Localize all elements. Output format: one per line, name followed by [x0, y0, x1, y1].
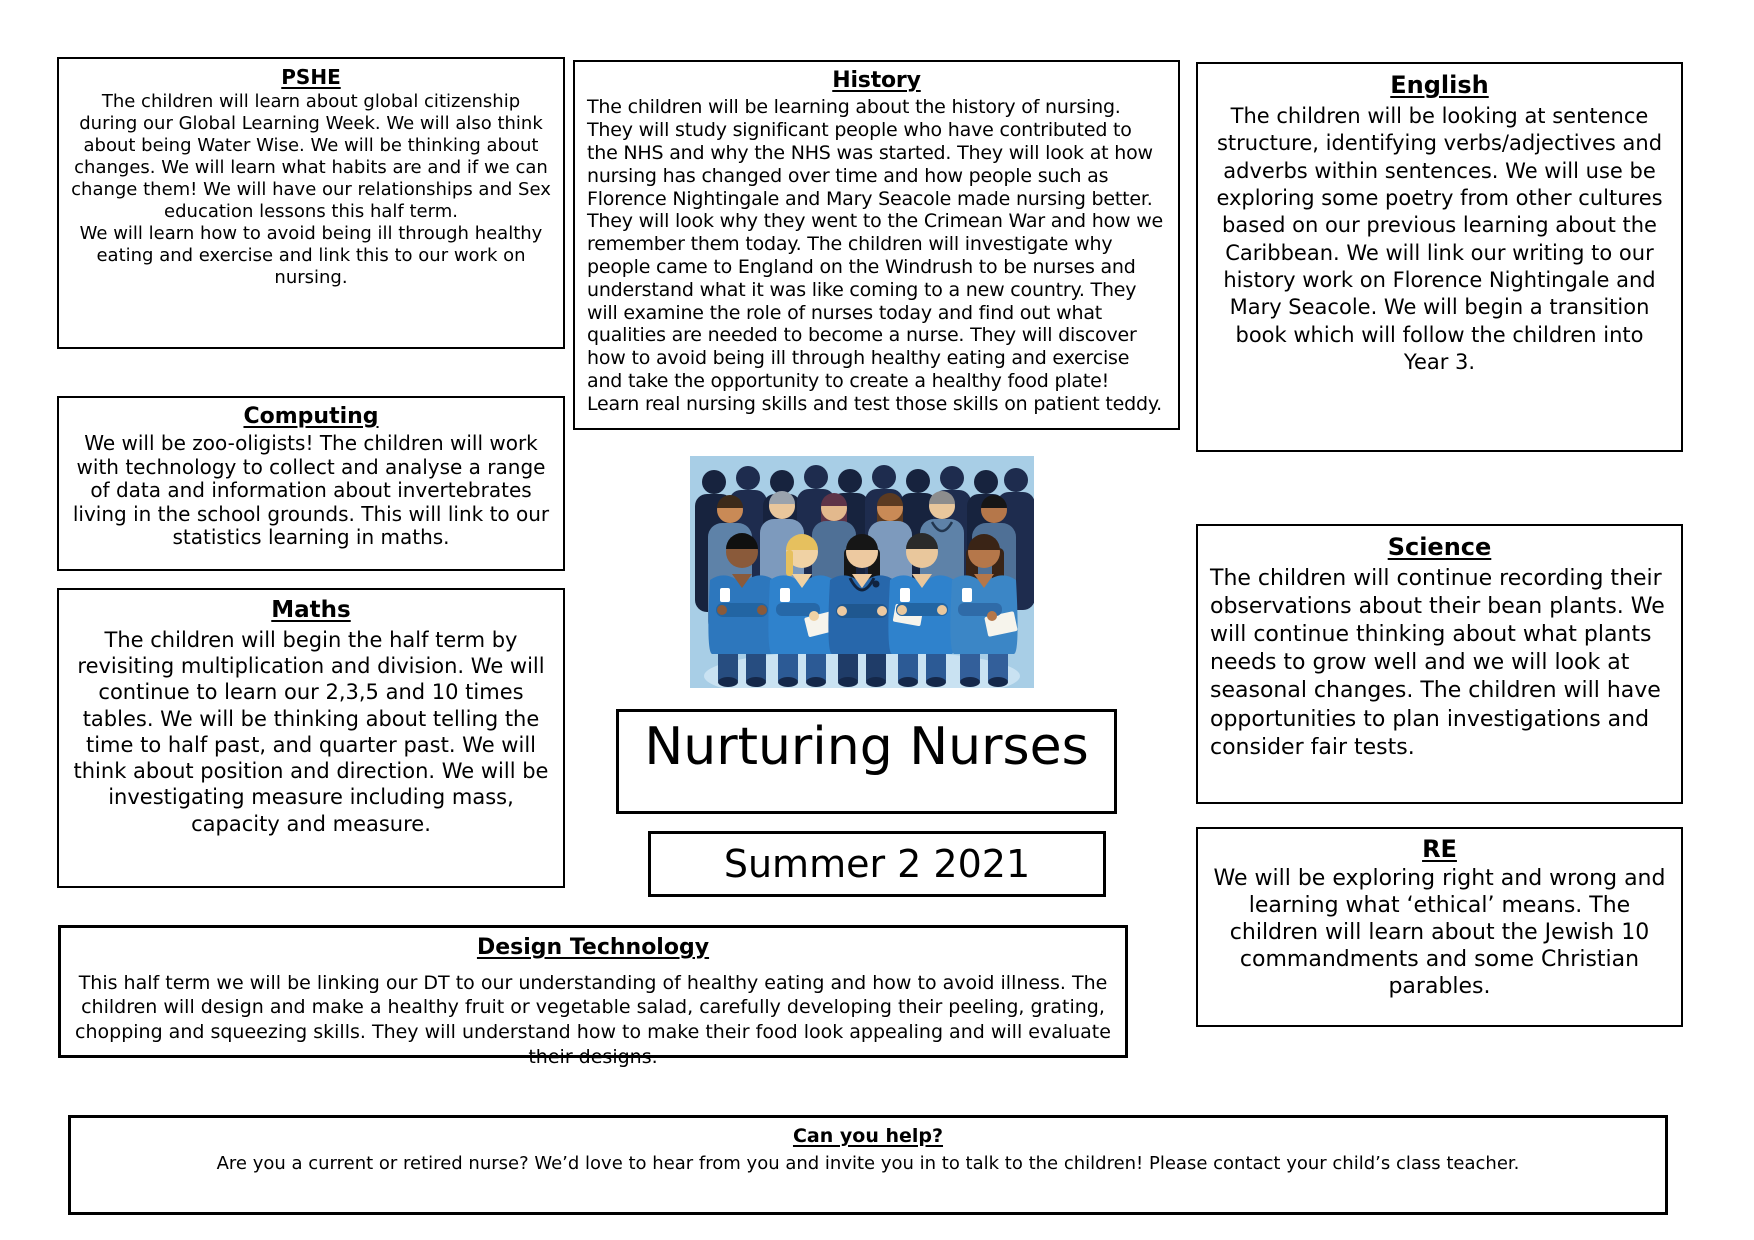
history-box — [573, 60, 1180, 430]
pshe-title: PSHE — [281, 65, 341, 89]
maths-title: Maths — [271, 597, 351, 623]
can-you-help-box — [68, 1115, 1668, 1215]
english-box — [1196, 62, 1683, 452]
re-box — [1196, 827, 1683, 1027]
history-body: The children will be learning about the history of nursing. They will study significant people who have contributed to the NHS and why the NHS was started. They will look at how nursing has changed over time and how people such as Florence Nightingale and Mary Seacole made nursing better. They will look why they went to the Crimean War and how we remember them today. The children will investigate why people came to England on the Windrush to be nurses and understand what it was like coming to a new country. They will examine the role of nurses today and find out what qualities are needed to become a nurse. They will discover how to avoid being ill through healthy eating and exercise and take the opportunity to create a healthy food plate! Learn real nursing skills and test those skills on patient teddy. — [587, 96, 1164, 415]
term-card — [648, 831, 1106, 897]
pshe-body-2: We will learn how to avoid being ill through healthy eating and exercise and link this to our work on nursing. — [79, 223, 543, 289]
can-you-help-title: Can you help? — [792, 1125, 944, 1147]
computing-title: Computing — [243, 404, 379, 429]
maths-body: The children will begin the half term by revisiting multiplication and division. We will continue to learn our 2,3,5 and 10 times tables. We will be thinking about telling the time to half past, and quarter past. We will think about position and direction. We will be investigating measure including mass, capacity and measure. — [73, 627, 549, 836]
topic-title: Nurturing Nurses — [644, 717, 1089, 777]
english-title: English — [1390, 71, 1489, 99]
re-body: We will be exploring right and wrong and learning what ‘ethical’ means. The children will learn about the Jewish 10 commandments and some Christian parables. — [1213, 866, 1666, 999]
design-technology-body: This half term we will be linking our DT to our understanding of healthy eating and how to avoid illness. The children will design and make a healthy fruit or vegetable salad, carefully developing their peeling, grating, chopping and squeezing skills. They will understand how to make their food look appealing and will evaluate their designs. — [75, 971, 1111, 1068]
pshe-box — [57, 57, 565, 349]
science-box — [1196, 524, 1683, 804]
design-technology-box — [58, 925, 1128, 1068]
design-technology-title: Design Technology — [476, 935, 710, 960]
pshe-body: The children will learn about global citizenship during our Global Learning Week. We will also think about being Water Wise. We will be thinking about changes. We will learn what habits are and if we can change them! We will have our relationships and Sex education lessons this half term. — [71, 91, 551, 223]
maths-box — [57, 588, 565, 888]
can-you-help-body: Are you a current or retired nurse? We’d love to hear from you and invite you in to talk to the children! Please contact your child’s class teacher. — [216, 1152, 1520, 1174]
history-title: History — [832, 68, 921, 93]
computing-body: We will be zoo-oligists! The children will work with technology to collect and analyse a range of data and information about invertebrates living in the school grounds. This will link to our statistics learning in maths. — [72, 430, 550, 550]
english-body: The children will be looking at sentence structure, identifying verbs/adjectives and adverbs within sentences. We will use be exploring some poetry from other cultures based on our previous learning about the Caribbean. We will link our writing to our history work on Florence Nightingale and Mary Seacole. We will begin a transition book which will follow the children into Year 3. — [1216, 104, 1663, 374]
nurses-illustration — [690, 456, 1034, 688]
science-body: The children will continue recording their observations about their bean plants. We will continue thinking about what plants needs to grow well and we will look at seasonal changes. The children will have opportunities to plan investigations and consider fair tests. — [1210, 565, 1665, 760]
term-label: Summer 2 2021 — [723, 842, 1031, 886]
topic-title-card — [616, 709, 1117, 814]
science-title: Science — [1387, 533, 1492, 561]
computing-box — [57, 396, 565, 571]
re-title: RE — [1422, 835, 1457, 863]
